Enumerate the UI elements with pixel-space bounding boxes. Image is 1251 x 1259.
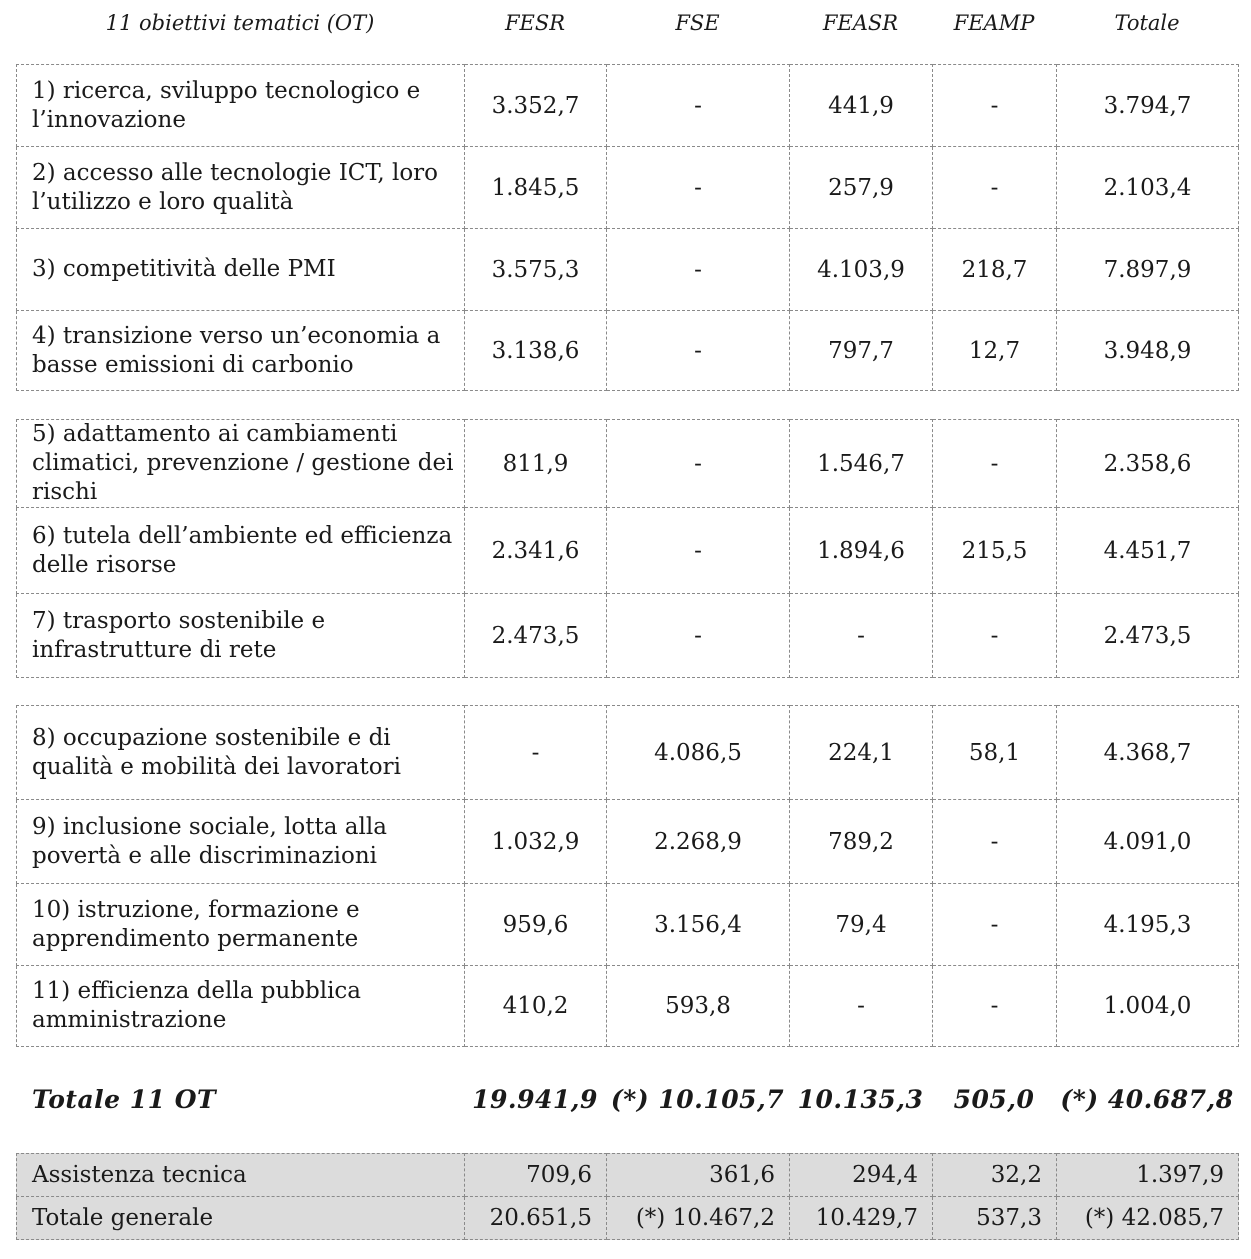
totale-ot-feasr: 10.135,3 bbox=[797, 1085, 924, 1114]
header-fse: FSE bbox=[675, 11, 720, 35]
cell-fesr: 959,6 bbox=[465, 884, 607, 966]
table-row bbox=[17, 884, 1239, 966]
cell-fse: 3.156,4 bbox=[607, 884, 790, 966]
totale-ot-totale: (*) 40.687,8 bbox=[1060, 1085, 1234, 1114]
cell-fesr: 2.473,5 bbox=[465, 594, 607, 678]
row-label: 5) adattamento ai cambiamenti climatici, prevenzione / gestione dei rischi bbox=[17, 420, 465, 508]
cell-fesr: 1.845,5 bbox=[465, 147, 607, 229]
row-label: 8) occupazione sostenibile e di qualità e mobilità dei lavoratori bbox=[17, 706, 465, 800]
cell-feamp: - bbox=[933, 884, 1057, 966]
table-group-2 bbox=[16, 419, 1239, 678]
summary-table bbox=[16, 1153, 1239, 1240]
table-row bbox=[17, 800, 1239, 884]
cell-fesr: - bbox=[465, 706, 607, 800]
cell-feamp: 537,3 bbox=[933, 1197, 1057, 1240]
cell-feasr: 224,1 bbox=[790, 706, 933, 800]
cell-totale: 2.358,6 bbox=[1057, 420, 1239, 508]
table-row bbox=[17, 706, 1239, 800]
cell-feasr: 10.429,7 bbox=[790, 1197, 933, 1240]
table-row bbox=[17, 966, 1239, 1047]
cell-feasr: 294,4 bbox=[790, 1154, 933, 1197]
row-label: 3) competitività delle PMI bbox=[17, 229, 465, 311]
cell-fesr: 1.032,9 bbox=[465, 800, 607, 884]
cell-feamp: - bbox=[933, 594, 1057, 678]
cell-feamp: 215,5 bbox=[933, 508, 1057, 594]
row-label: 7) trasporto sostenibile e infrastrutture di rete bbox=[17, 594, 465, 678]
cell-fse: 2.268,9 bbox=[607, 800, 790, 884]
row-label: Assistenza tecnica bbox=[17, 1154, 465, 1197]
row-label: 1) ricerca, sviluppo tecnologico e l’innovazione bbox=[17, 65, 465, 147]
cell-feamp: - bbox=[933, 147, 1057, 229]
cell-feamp: - bbox=[933, 65, 1057, 147]
table-row bbox=[17, 65, 1239, 147]
cell-feasr: 257,9 bbox=[790, 147, 933, 229]
cell-fesr: 2.341,6 bbox=[465, 508, 607, 594]
totale-ot-feamp: 505,0 bbox=[953, 1085, 1035, 1114]
table-row bbox=[17, 594, 1239, 678]
cell-feasr: - bbox=[790, 966, 933, 1047]
table-row bbox=[17, 420, 1239, 508]
cell-feamp: 58,1 bbox=[933, 706, 1057, 800]
totale-ot-label: Totale 11 OT bbox=[32, 1085, 217, 1114]
cell-feamp: - bbox=[933, 966, 1057, 1047]
cell-fse: - bbox=[607, 229, 790, 311]
cell-fesr: 3.138,6 bbox=[465, 311, 607, 391]
row-label: 11) efficienza della pubblica amministrazione bbox=[17, 966, 465, 1047]
cell-fse: - bbox=[607, 147, 790, 229]
cell-feamp: 218,7 bbox=[933, 229, 1057, 311]
cell-fse: - bbox=[607, 420, 790, 508]
cell-fesr: 20.651,5 bbox=[465, 1197, 607, 1240]
cell-feasr: 789,2 bbox=[790, 800, 933, 884]
cell-feamp: 12,7 bbox=[933, 311, 1057, 391]
cell-feamp: 32,2 bbox=[933, 1154, 1057, 1197]
totale-ot-fse: (*) 10.105,7 bbox=[610, 1085, 785, 1114]
row-label: 4) transizione verso un’economia a basse emissioni di carbonio bbox=[17, 311, 465, 391]
row-label: 2) accesso alle tecnologie ICT, loro l’utilizzo e loro qualità bbox=[17, 147, 465, 229]
cell-totale: 7.897,9 bbox=[1057, 229, 1239, 311]
cell-fse: 4.086,5 bbox=[607, 706, 790, 800]
cell-feasr: 441,9 bbox=[790, 65, 933, 147]
table-row bbox=[17, 508, 1239, 594]
cell-totale: 1.397,9 bbox=[1057, 1154, 1239, 1197]
cell-fse: - bbox=[607, 65, 790, 147]
cell-totale: (*) 42.085,7 bbox=[1057, 1197, 1239, 1240]
cell-fse: - bbox=[607, 311, 790, 391]
cell-totale: 1.004,0 bbox=[1057, 966, 1239, 1047]
table-group-1 bbox=[16, 64, 1239, 391]
row-label: 6) tutela dell’ambiente ed efficienza delle risorse bbox=[17, 508, 465, 594]
table-group-3 bbox=[16, 705, 1239, 1047]
cell-feasr: 79,4 bbox=[790, 884, 933, 966]
cell-feasr: 1.546,7 bbox=[790, 420, 933, 508]
cell-fesr: 3.575,3 bbox=[465, 229, 607, 311]
cell-fse: - bbox=[607, 594, 790, 678]
cell-feasr: 1.894,6 bbox=[790, 508, 933, 594]
table-row bbox=[17, 229, 1239, 311]
header-totale: Totale bbox=[1114, 11, 1180, 35]
cell-fesr: 811,9 bbox=[465, 420, 607, 508]
assistenza-tecnica-row bbox=[17, 1154, 1239, 1197]
cell-feasr: 4.103,9 bbox=[790, 229, 933, 311]
cell-feasr: - bbox=[790, 594, 933, 678]
cell-totale: 4.451,7 bbox=[1057, 508, 1239, 594]
totale-generale-row bbox=[17, 1197, 1239, 1240]
header-fesr: FESR bbox=[504, 11, 566, 35]
cell-totale: 2.103,4 bbox=[1057, 147, 1239, 229]
cell-fesr: 410,2 bbox=[465, 966, 607, 1047]
table-row bbox=[17, 311, 1239, 391]
cell-totale: 3.948,9 bbox=[1057, 311, 1239, 391]
cell-totale: 4.091,0 bbox=[1057, 800, 1239, 884]
cell-fesr: 3.352,7 bbox=[465, 65, 607, 147]
header-feasr: FEASR bbox=[822, 11, 899, 35]
cell-totale: 4.368,7 bbox=[1057, 706, 1239, 800]
table-row bbox=[17, 147, 1239, 229]
cell-fse: - bbox=[607, 508, 790, 594]
cell-fse: (*) 10.467,2 bbox=[607, 1197, 790, 1240]
row-label: 10) istruzione, formazione e apprendimento permanente bbox=[17, 884, 465, 966]
totale-ot-fesr: 19.941,9 bbox=[472, 1085, 598, 1114]
row-label: Totale generale bbox=[17, 1197, 465, 1240]
cell-totale: 2.473,5 bbox=[1057, 594, 1239, 678]
cell-fesr: 709,6 bbox=[465, 1154, 607, 1197]
cell-feamp: - bbox=[933, 800, 1057, 884]
cell-fse: 361,6 bbox=[607, 1154, 790, 1197]
cell-fse: 593,8 bbox=[607, 966, 790, 1047]
cell-feasr: 797,7 bbox=[790, 311, 933, 391]
header-feamp: FEAMP bbox=[953, 11, 1035, 35]
cell-totale: 4.195,3 bbox=[1057, 884, 1239, 966]
cell-totale: 3.794,7 bbox=[1057, 65, 1239, 147]
row-label: 9) inclusione sociale, lotta alla povertà e alle discriminazioni bbox=[17, 800, 465, 884]
header-obiettivi: 11 obiettivi tematici (OT) bbox=[105, 11, 375, 35]
cell-feamp: - bbox=[933, 420, 1057, 508]
